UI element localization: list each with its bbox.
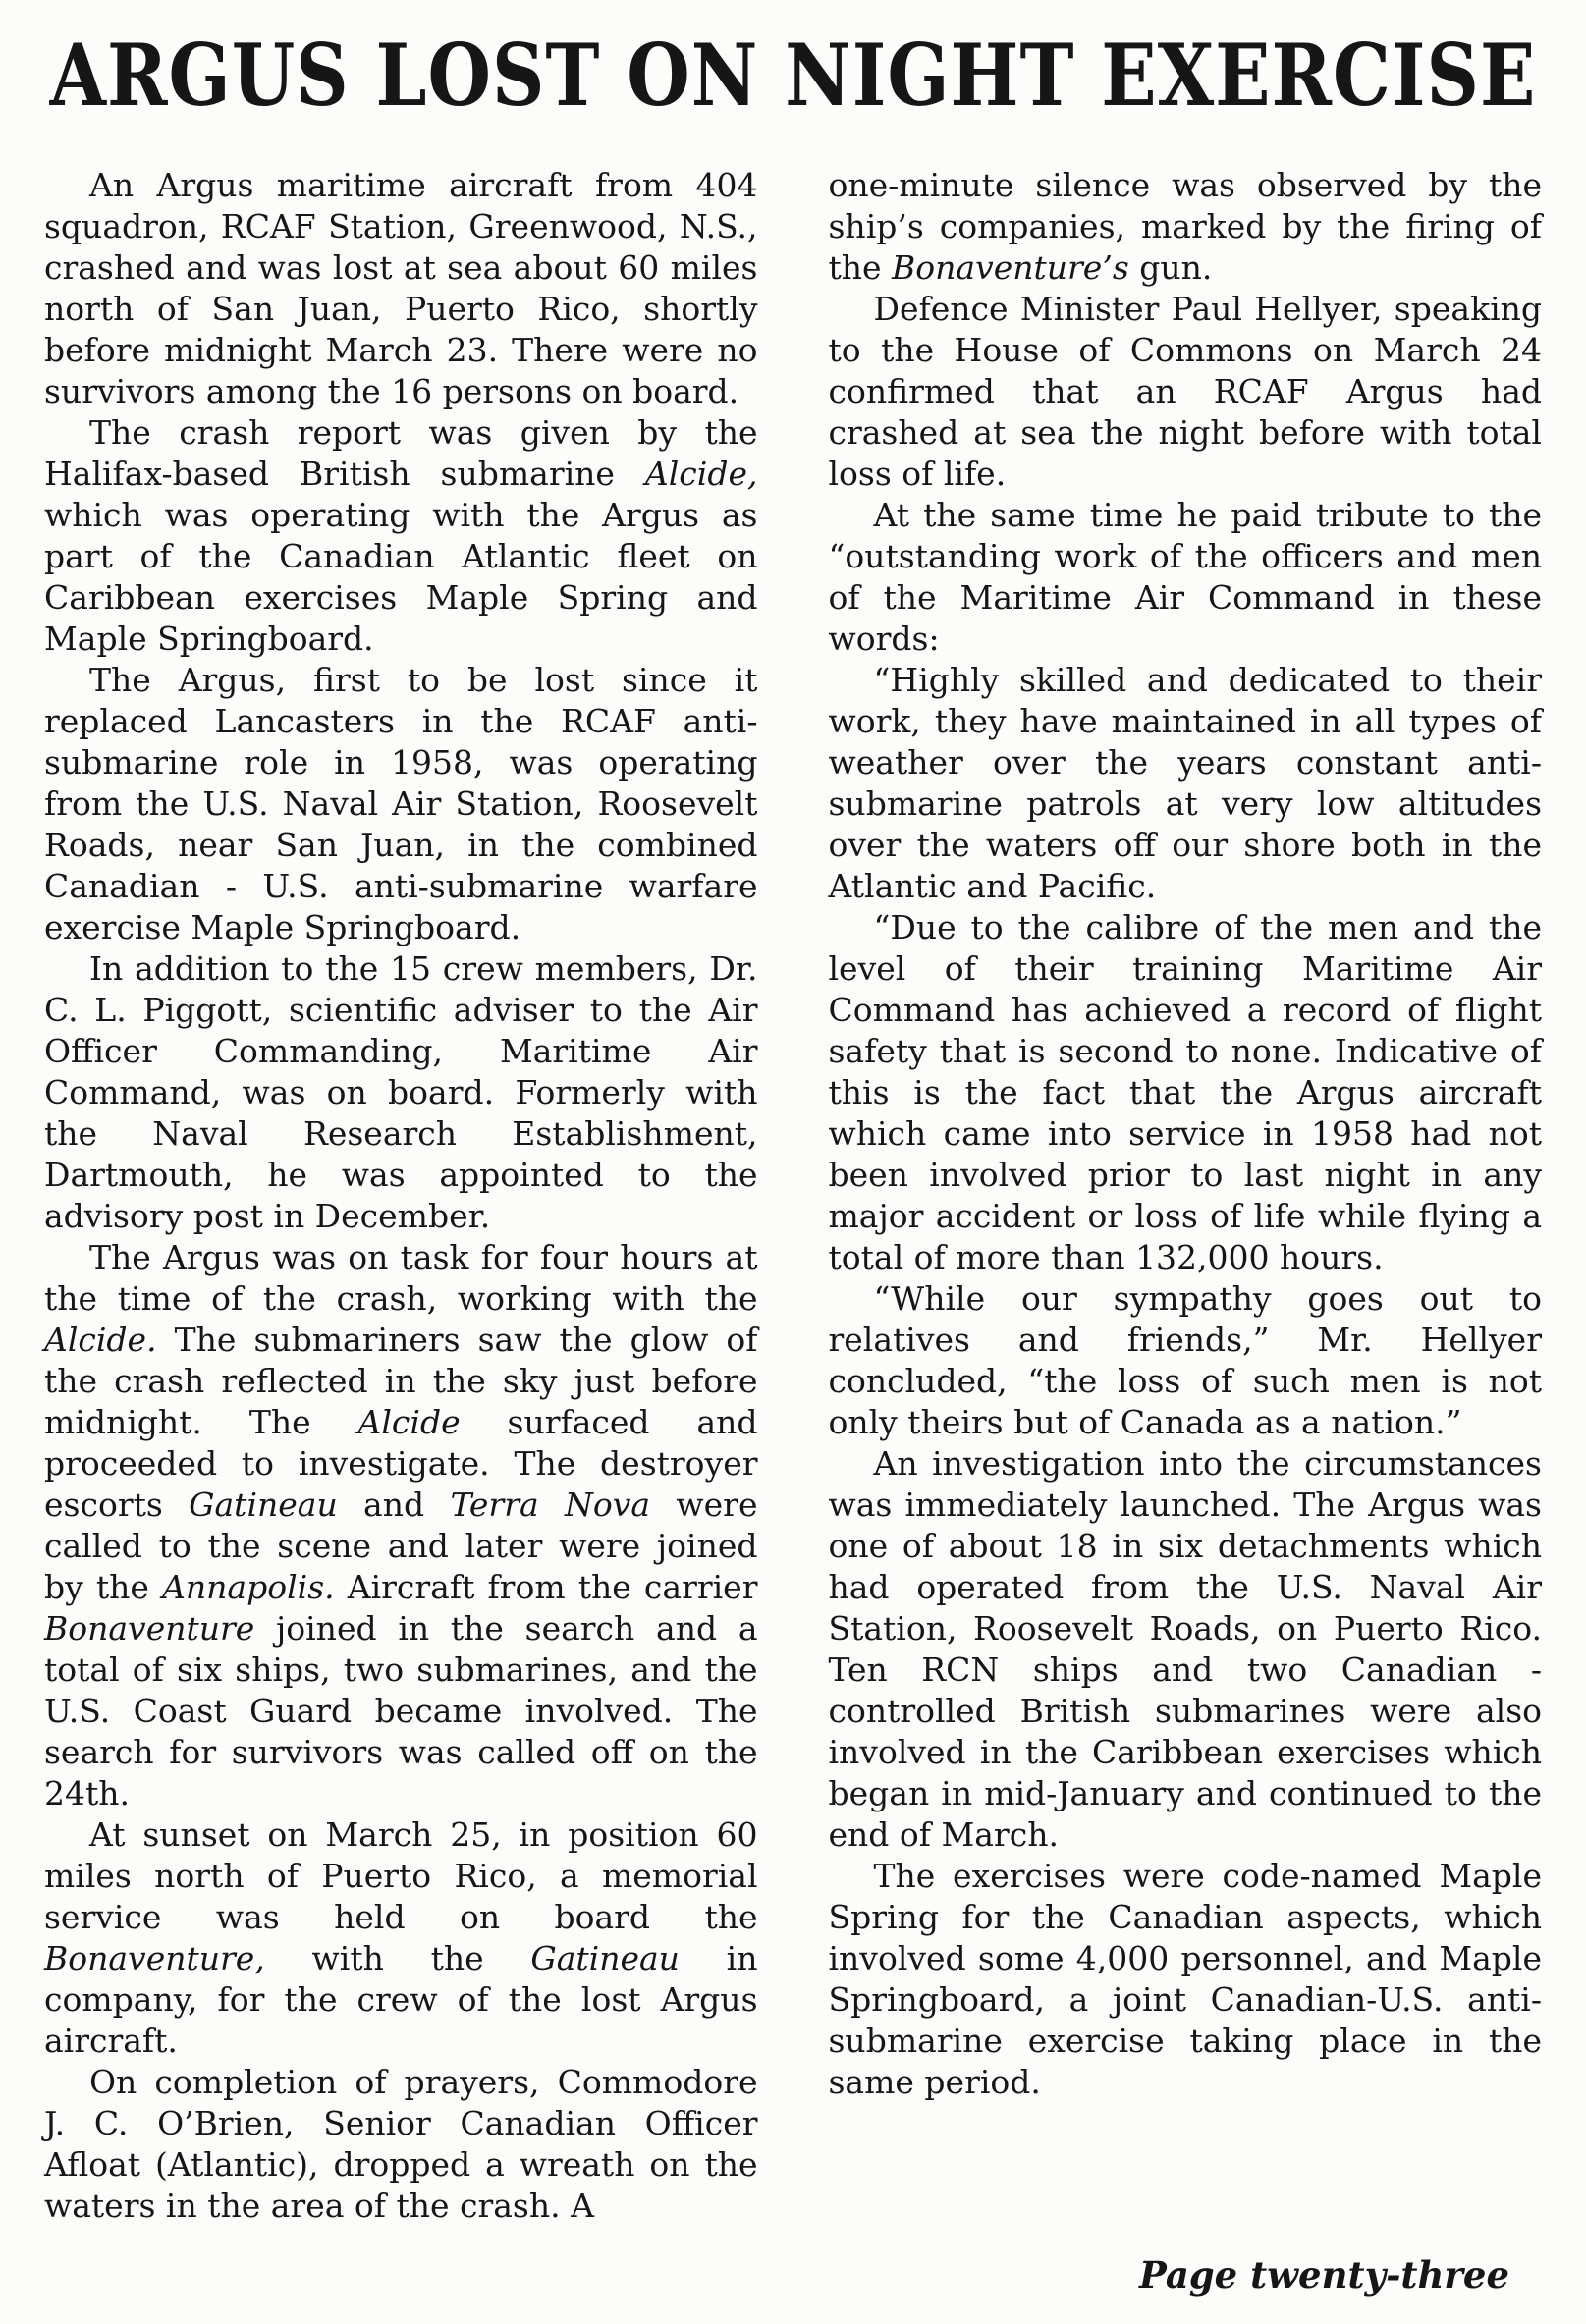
paragraph xyxy=(829,1443,1543,1856)
text-run: surfaced and proceeded to investigate. The destroyer escorts xyxy=(44,1403,758,1524)
ship-name-italic: Alcide, xyxy=(644,455,758,493)
paragraph xyxy=(829,907,1543,1278)
text-run: The crash report was given by the Halifax-based British submarine xyxy=(44,413,758,493)
text-run: On completion of prayers, Commodore J. C. O’Brien, Senior Canadian Officer Afloat (Atlantic), dropped a wreath on the waters in the area of the crash. A xyxy=(44,2063,758,2225)
ship-name-italic: Terra Nova xyxy=(450,1486,651,1524)
text-run: which was operating with the Argus as part of the Canadian Atlantic fleet on Caribbean exercises Maple Spring and Maple Springboard. xyxy=(44,496,758,658)
ship-name-italic: Gatineau xyxy=(530,1939,680,1977)
text-run: “While our sympathy goes out to relatives and friends,” Mr. Hellyer concluded, “the loss of such men is not only theirs but of Canada as a nation.” xyxy=(828,1279,1542,1441)
ship-name-italic: Gatineau xyxy=(189,1486,338,1524)
text-run: An investigation into the circumstances was immediately launched. The Argus was one of about 18 in six detachments which had operated from the U.S. Naval Air Station, Roosevelt Roads, on Puerto Rico. Ten RCN ships and two Canadian - controlled British submarines were also involved in the Caribbean exercises which began in mid-January and continued to the end of March. xyxy=(828,1444,1542,1854)
paragraph xyxy=(44,1237,758,1814)
text-run: one-minute silence was observed by the ship’s companies, marked by the firing of the xyxy=(828,166,1542,287)
text-run: An Argus maritime aircraft from 404 squadron, RCAF Station, Greenwood, N.S., crashed and was lost at sea about 60 miles north of San Juan, Puerto Rico, shortly before midnight March 23. There were no survivors among the 16 persons on board. xyxy=(44,166,758,410)
text-run: joined in the search and a total of six ships, two submarines, and the U.S. Coast Guard became involved. The search for survivors was called off on the 24th. xyxy=(44,1609,758,1812)
ship-name-italic: Bonaventure’s xyxy=(892,248,1129,287)
paragraph xyxy=(44,660,758,948)
text-run: In addition to the 15 crew members, Dr. C. L. Piggott, scientific adviser to the Air Officer Commanding, Maritime Air Command, was on board. Formerly with the Naval Research Establishment, Dartmouth, he was appointed to the advisory post in December. xyxy=(44,949,758,1235)
text-run: gun. xyxy=(1128,248,1213,287)
ship-name-italic: Annapolis. xyxy=(162,1568,335,1606)
text-run: Defence Minister Paul Hellyer, speaking to the House of Commons on March 24 confirmed that an RCAF Argus had crashed at sea the night before with total loss of life. xyxy=(828,290,1542,493)
text-run: “Due to the calibre of the men and the level of their training Maritime Air Command has achieved a record of flight safety that is second to none. Indicative of this is the fact that the Argus aircraft which came into service in 1958 had not been involved prior to last night in any major accident or loss of life while flying a total of more than 132,000 hours. xyxy=(828,908,1542,1276)
ship-name-italic: Bonaventure, xyxy=(44,1939,265,1977)
text-run: “Highly skilled and dedicated to their work, they have maintained in all types of weather over the years constant anti-submarine patrols at very low altitudes over the waters off our shore both in the Atlantic and Pacific. xyxy=(828,661,1542,905)
text-run: and xyxy=(337,1486,451,1524)
ship-name-italic: Bonaventure xyxy=(44,1609,255,1648)
paragraph xyxy=(829,1856,1543,2103)
text-run: in company, for the crew of the lost Argus aircraft. xyxy=(44,1939,758,2060)
paragraph xyxy=(44,1814,758,2062)
paragraph-continued xyxy=(829,165,1543,289)
paragraph xyxy=(44,948,758,1237)
ship-name-italic: Alcide. xyxy=(44,1321,157,1359)
text-run: The submariners saw the glow of the crash reflected in the sky just before midnight. The xyxy=(44,1321,758,1441)
text-run: At the same time he paid tribute to the “outstanding work of the officers and men of the Maritime Air Command in these words: xyxy=(828,496,1542,658)
text-run: The Argus was on task for four hours at the time of the crash, working with the xyxy=(44,1238,758,1318)
column-left xyxy=(44,165,758,2227)
column-right xyxy=(829,165,1543,2227)
paragraph xyxy=(829,289,1543,495)
text-run: with the xyxy=(264,1939,531,1977)
ship-name-italic: Alcide xyxy=(357,1403,461,1441)
paragraph xyxy=(829,495,1543,660)
page-number: Page twenty-three xyxy=(1139,2253,1509,2297)
text-run: Aircraft from the carrier xyxy=(334,1568,758,1606)
article-title: ARGUS LOST ON NIGHT EXERCISE xyxy=(49,26,1537,127)
paragraph xyxy=(44,165,758,412)
paragraph xyxy=(829,1278,1543,1443)
paragraph xyxy=(44,412,758,660)
paragraph xyxy=(829,660,1543,907)
text-run: The Argus, first to be lost since it replaced Lancasters in the RCAF anti-submarine role in 1958, was operating from the U.S. Naval Air Station, Roosevelt Roads, near San Juan, in the combined Canadian - U.S. anti-submarine warfare exercise Maple Springboard. xyxy=(44,661,758,946)
text-run: were called to the scene and later were joined by the xyxy=(44,1486,758,1606)
article-columns xyxy=(0,151,1586,2227)
text-run: The exercises were code-named Maple Spring for the Canadian aspects, which involved some 4,000 personnel, and Maple Springboard, a joint Canadian-U.S. anti-submarine exercise taking place in the same period. xyxy=(828,1857,1542,2101)
paragraph xyxy=(44,2062,758,2227)
text-run: At sunset on March 25, in position 60 miles north of Puerto Rico, a memorial service was held on board the xyxy=(44,1815,758,1936)
